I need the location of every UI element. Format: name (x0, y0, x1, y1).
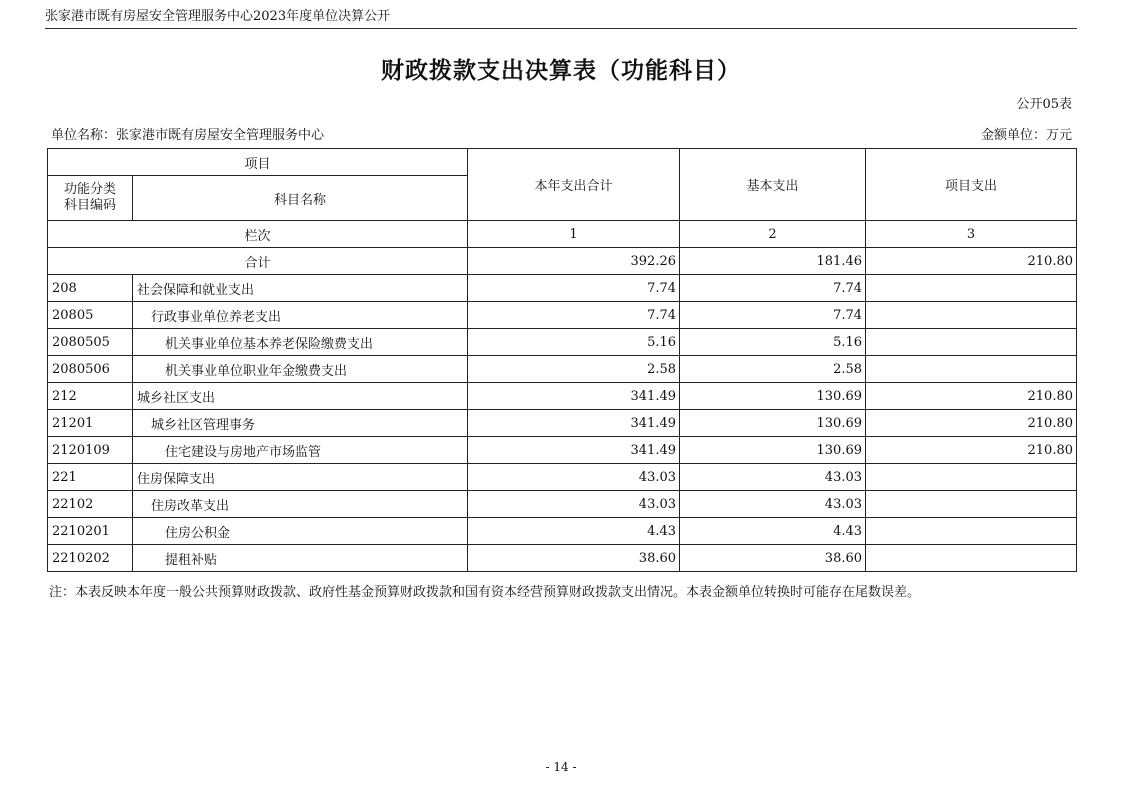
row-name: 住房公积金 (133, 518, 468, 545)
row-code: 2080506 (48, 356, 133, 383)
header-basic: 基本支出 (680, 149, 866, 221)
footnote: 注：本表反映本年度一般公共预算财政拨款、政府性基金预算财政拨款和国有资本经营预算财政拨款支出情况。本表金额单位转换时可能存在尾数误差。 (49, 585, 921, 600)
row-name: 机关事业单位基本养老保险缴费支出 (133, 329, 468, 356)
total-basic: 181.46 (680, 248, 866, 275)
row-code: 208 (48, 275, 133, 302)
row-total: 7.74 (468, 275, 680, 302)
row-total: 5.16 (468, 329, 680, 356)
header-code-line2: 科目编码 (63, 198, 116, 213)
form-number: 公开05表 (1016, 97, 1072, 112)
report-title: 财政拨款支出决算表（功能科目） (381, 57, 741, 84)
total-project: 210.80 (866, 248, 1077, 275)
row-project: 210.80 (866, 410, 1077, 437)
row-code: 2080505 (48, 329, 133, 356)
header-project: 项目支出 (866, 149, 1077, 221)
row-basic: 2.58 (680, 356, 866, 383)
row-name: 住宅建设与房地产市场监管 (133, 437, 468, 464)
table-row (48, 437, 1077, 464)
row-total: 341.49 (468, 410, 680, 437)
row-basic: 130.69 (680, 437, 866, 464)
row-project (866, 356, 1077, 383)
row-code: 22102 (48, 491, 133, 518)
table-row (48, 329, 1077, 356)
header-total: 本年支出合计 (468, 149, 680, 221)
row-basic: 4.43 (680, 518, 866, 545)
row-basic: 7.74 (680, 275, 866, 302)
table-row (48, 410, 1077, 437)
row-basic: 5.16 (680, 329, 866, 356)
table-row (48, 302, 1077, 329)
total-total: 392.26 (468, 248, 680, 275)
row-name: 城乡社区管理事务 (133, 410, 468, 437)
row-name: 城乡社区支出 (133, 383, 468, 410)
index-label: 栏次 (48, 221, 468, 248)
table-row (48, 545, 1077, 572)
row-name: 机关事业单位职业年金缴费支出 (133, 356, 468, 383)
table-row (48, 275, 1077, 302)
row-basic: 38.60 (680, 545, 866, 572)
table-row (48, 356, 1077, 383)
table-row (48, 491, 1077, 518)
row-basic: 43.03 (680, 491, 866, 518)
row-code: 212 (48, 383, 133, 410)
unit-name: 单位名称：张家港市既有房屋安全管理服务中心 (51, 128, 325, 143)
row-code: 21201 (48, 410, 133, 437)
row-name: 行政事业单位养老支出 (133, 302, 468, 329)
expenditure-table (47, 148, 1077, 572)
page-header: 张家港市既有房屋安全管理服务中心2023年度单位决算公开 (45, 6, 1077, 29)
row-project (866, 329, 1077, 356)
row-project (866, 464, 1077, 491)
header-code (48, 176, 133, 221)
table-row (48, 464, 1077, 491)
row-basic: 7.74 (680, 302, 866, 329)
row-basic: 43.03 (680, 464, 866, 491)
index-1: 1 (468, 221, 680, 248)
row-code: 221 (48, 464, 133, 491)
row-name: 住房保障支出 (133, 464, 468, 491)
row-code: 2210202 (48, 545, 133, 572)
row-project: 210.80 (866, 437, 1077, 464)
header-row-1 (48, 149, 1077, 176)
row-project (866, 545, 1077, 572)
amount-unit: 金额单位：万元 (980, 128, 1072, 143)
header-item: 项目 (48, 149, 468, 176)
row-code: 2210201 (48, 518, 133, 545)
row-total: 38.60 (468, 545, 680, 572)
row-total: 7.74 (468, 302, 680, 329)
row-total: 4.43 (468, 518, 680, 545)
row-code: 20805 (48, 302, 133, 329)
row-project: 210.80 (866, 383, 1077, 410)
row-project (866, 302, 1077, 329)
row-total: 2.58 (468, 356, 680, 383)
row-name: 社会保障和就业支出 (133, 275, 468, 302)
table-row (48, 518, 1077, 545)
index-2: 2 (680, 221, 866, 248)
total-row (48, 248, 1077, 275)
row-code: 2120109 (48, 437, 133, 464)
row-total: 43.03 (468, 464, 680, 491)
row-project (866, 275, 1077, 302)
row-basic: 130.69 (680, 410, 866, 437)
row-total: 341.49 (468, 383, 680, 410)
total-label: 合计 (48, 248, 468, 275)
header-code-line1: 功能分类 (63, 182, 116, 197)
row-total: 43.03 (468, 491, 680, 518)
header-name: 科目名称 (133, 176, 468, 221)
page-number: - 14 - (545, 760, 577, 774)
row-name: 提租补贴 (133, 545, 468, 572)
row-total: 341.49 (468, 437, 680, 464)
row-basic: 130.69 (680, 383, 866, 410)
row-project (866, 518, 1077, 545)
row-name: 住房改革支出 (133, 491, 468, 518)
index-row (48, 221, 1077, 248)
table-row (48, 383, 1077, 410)
index-3: 3 (866, 221, 1077, 248)
row-project (866, 491, 1077, 518)
